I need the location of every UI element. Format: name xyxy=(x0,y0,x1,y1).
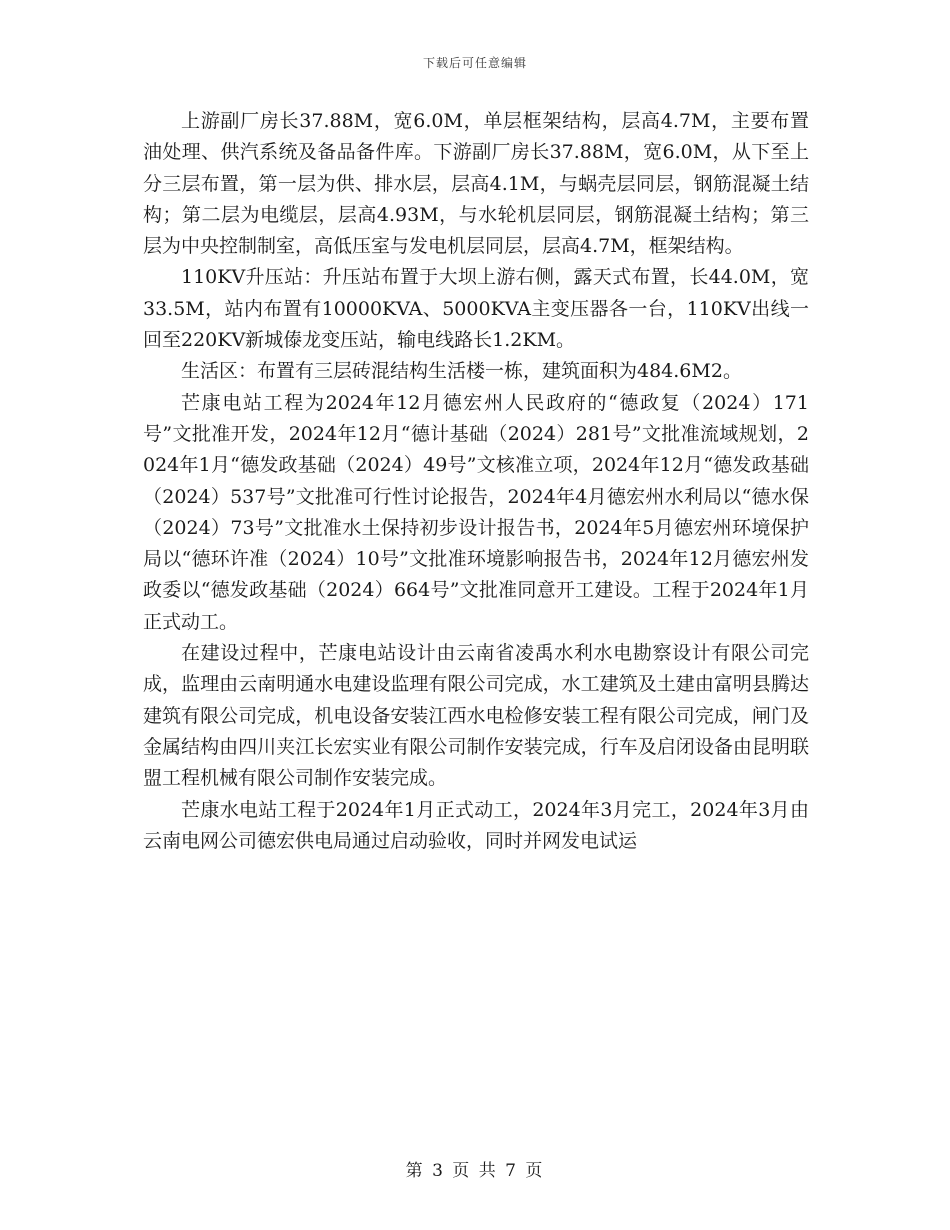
paragraph-approvals: 芒康电站工程为2024年12月德宏州人民政府的“德政复（2024）171号”文批准开发，2024年12月“德计基础（2024）281号”文批准流域规划，2024年1月“德发政基础（2024）49号”文核准立项，2024年12月“德发政基础（2024）537号”文批准可行性讨论报告，2024年4月德宏州水利局以“德水保（2024）73号”文批准水土保持初步设计报告书，2024年5月德宏州环境保护局以“德环许准（2024）10号”文批准环境影响报告书，2024年12月德宏州发政委以“德发政基础（2024）664号”文批准同意开工建设。工程于2024年1月正式动工。 xyxy=(143,391,809,633)
paragraph-construction: 在建设过程中，芒康电站设计由云南省凌禹水利水电勘察设计有限公司完成，监理由云南明通水电建设监理有限公司完成，水工建筑及土建由富明县腾达建筑有限公司完成，机电设备安装江西水电检修安装工程有限公司完成，闸门及金属结构由四川夹江长宏实业有限公司制作安装完成，行车及启闭设备由昆明联盟工程机械有限公司制作安装完成。 xyxy=(143,642,809,790)
paragraph-completion: 芒康水电站工程于2024年1月正式动工，2024年3月完工，2024年3月由云南电网公司德宏供电局通过启动验收，同时并网发电试运 xyxy=(143,798,809,852)
page-header: 下载后可任意编辑 xyxy=(422,56,527,70)
document-body xyxy=(143,106,809,857)
paragraph-substation: 110KV升压站：升压站布置于大坝上游右侧，露天式布置，长44.0M，宽33.5M，站内布置有10000KVA、5000KVA主变压器各一台，110KV出线一回至220KV新城傣龙变压站，输电线路长1.2KM。 xyxy=(143,266,809,352)
paragraph-living-area: 生活区：布置有三层砖混结构生活楼一栋，建筑面积为484.6M2。 xyxy=(181,360,742,383)
paragraph-powerhouse: 上游副厂房长37.88M，宽6.0M，单层框架结构，层高4.7M，主要布置油处理、供汽系统及备品备件库。下游副厂房长37.88M，宽6.0M，从下至上分三层布置，第一层为供、排水层，层高4.1M，与蜗壳层同层，钢筋混凝土结构；第二层为电缆层，层高4.93M，与水轮机层同层，钢筋混凝土结构；第三层为中央控制制室，高低压室与发电机层同层，层高4.7M，框架结构。 xyxy=(143,110,809,258)
page-number: 第 3 页 共 7 页 xyxy=(405,1161,545,1181)
